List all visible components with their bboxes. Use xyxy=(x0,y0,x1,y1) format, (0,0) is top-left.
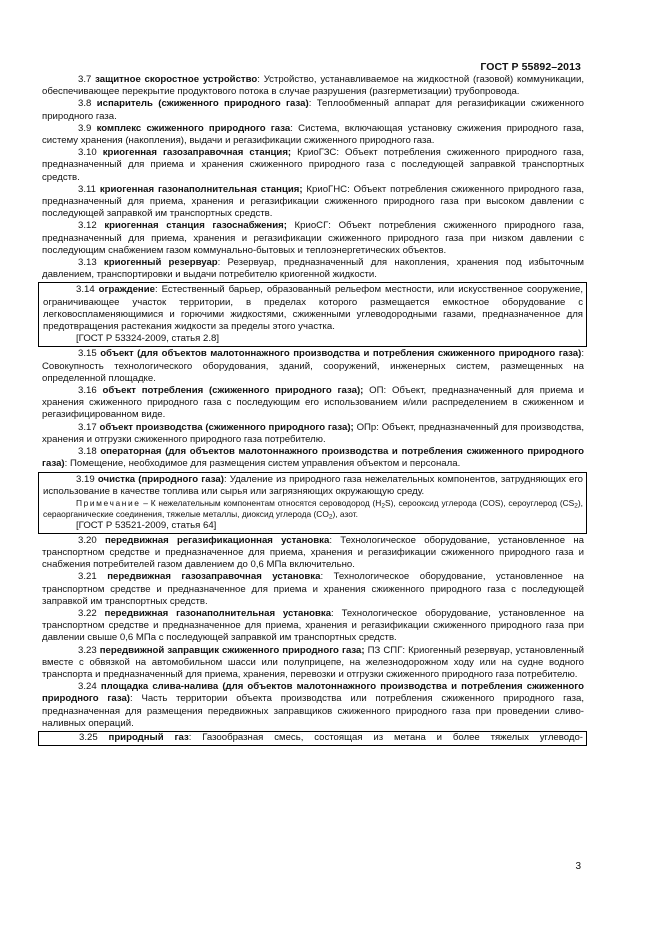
term-definition: Резервуар, предназначенный для накопления, хранения под избыточным давлением, транспортировки и выдачи потребителю криогенной жидкости. xyxy=(42,257,584,281)
term-number: 3.12 xyxy=(78,220,97,232)
term-title: защитное скоростное устройство xyxy=(95,74,258,85)
term-definition: Технологическое оборудование, установленное на транспортном средстве и предназначенное для приема, хранения и регазификации сжиженного природного газа при давлении свыше 0,6 МПа с последующей заправкой им транспортных средств. xyxy=(42,607,584,644)
term-3-19 xyxy=(43,474,583,498)
term-number: 3.20 xyxy=(78,534,97,546)
term-number: 3.24 xyxy=(78,681,97,693)
term-title: объект производства (сжиженного природного газа); xyxy=(99,421,354,433)
term-definition: Система, включающая установку сжижения природного газа, систему хранения (накопления), выдачи и регазификации сжиженного природного газа. xyxy=(42,122,584,147)
term-separator: : xyxy=(154,284,162,296)
term-title: испаритель (сжиженного природного газа) xyxy=(96,98,309,110)
term-3-14 xyxy=(43,284,583,333)
term-number: 3.25 xyxy=(79,731,98,743)
term-definition: Газообразная смесь, состоящая из метана и более тяжелых углеводо- xyxy=(202,731,583,743)
term-definition: КриоГНС: Объект потребления сжиженного природного газа, предназначенный для приема, хранения и регазификации сжиженного природного газа при высоком давлении с последующей заправкой им транспортных средств. xyxy=(42,183,584,220)
term-3-18 xyxy=(42,446,584,470)
term-3-22 xyxy=(42,608,584,645)
term-number: 3.16 xyxy=(78,385,97,397)
term-separator: : xyxy=(320,571,334,583)
boxed-term-3-25 xyxy=(38,731,587,746)
term-3-7 xyxy=(42,74,584,98)
term-title: объект потребления (сжиженного природного газа); xyxy=(102,385,364,397)
term-definition: Естественный барьер, образованный рельефом местности, или искусственное сооружение, ограничивающее участок территории, в пределах которого размещается емкостное оборудование с легковоспламеняющимися и горючими жидкостями, сжиженными углеводородными газами, предназначенное для предотвращения растекания жидкости за пределы этого участка. xyxy=(43,284,583,333)
term-3-12 xyxy=(42,220,584,257)
term-number: 3.21 xyxy=(78,571,97,583)
term-separator: : xyxy=(64,458,70,470)
term-3-21 xyxy=(42,571,584,608)
term-number: 3.15 xyxy=(78,348,97,360)
term-3-16 xyxy=(42,385,584,422)
term-title: криогенная газозаправочная станция; xyxy=(102,147,292,159)
term-title: площадка слива-налива (для объектов малотоннажного производства и потребления сжиженного природного газа) xyxy=(42,681,585,705)
term-separator: : xyxy=(130,693,142,705)
term-3-23 xyxy=(42,645,584,682)
note-label: Примечание xyxy=(76,497,141,508)
term-title: комплекс сжиженного природного газа xyxy=(96,122,291,134)
term-definition: КриоГЗС: Объект потребления сжиженного природного газа, предназначенный для приема и хранения сжиженного природного газа с последующей заправкой транспортных средств. xyxy=(42,147,584,183)
term-number: 3.7 xyxy=(78,74,92,85)
terms-list-1 xyxy=(42,74,584,281)
term-separator: : xyxy=(329,534,341,546)
term-definition: Помещение, необходимое для размещения систем управления объектом и персонала. xyxy=(69,458,461,470)
term-title: передвижной заправщик сжиженного природного газа; xyxy=(99,644,365,656)
term-definition: ПЗ СПГ: Криогенный резервуар, установленный вместе с обвязкой на автомобильном шасси или полуприцепе, на железнодорожном ходу или на судне водного транспорта и предназначенный для приема, хранения, перевозки и отгрузки сжиженного природного газа потребителю. xyxy=(42,644,584,680)
term-number: 3.17 xyxy=(78,421,97,433)
term-title: криогенный резервуар xyxy=(103,257,218,269)
terms-list-3 xyxy=(42,535,584,730)
term-title: операторная (для объектов малотоннажного производства и потребления сжиженного природного газа) xyxy=(42,446,584,470)
term-number: 3.19 xyxy=(76,473,95,485)
term-3-10 xyxy=(42,147,584,184)
term-number: 3.13 xyxy=(78,257,97,269)
term-separator: : xyxy=(257,74,264,85)
term-title: криогенная станция газоснабжения; xyxy=(104,220,287,232)
term-definition: ОП: Объект, предназначенный для приема и хранения сжиженного природного газа с последующим его использованием и/или распределением в сжиженном и регазифицированном виде. xyxy=(42,385,584,421)
term-3-17 xyxy=(42,422,584,446)
term-3-8 xyxy=(42,98,584,122)
term-number: 3.23 xyxy=(78,644,97,656)
term-3-13 xyxy=(42,257,584,281)
term-note: Примечание – К нежелательным компонентам относятся сероводород $(H_2S)$, сероокcид углерода (COS), сероуглерод $(CS_2)$, сераорганические соединения, тяжелые металлы, диоксид углерода $(CO_2)$, азот. xyxy=(43,497,583,521)
term-3-20 xyxy=(42,535,584,572)
term-definition: КриоСГ: Объект потребления сжиженного природного газа, предназначенный для приема, хранения и регазификации сжиженного природного газа при низком давлении с последующим снабжением газом коммунально-бытовых и теплоэнергетических объектов. xyxy=(42,220,585,256)
document-body xyxy=(42,74,584,746)
term-definition: Совокупность технологического оборудования, зданий, сооружений, инженерных систем, размещенных на определенной площадке. xyxy=(42,360,584,384)
term-reference: [ГОСТ Р 53521-2009, статья 64] xyxy=(76,519,217,531)
page-number: 3 xyxy=(575,861,581,872)
term-definition: ОПр: Объект, предназначенный для производства, хранения и отгрузки сжиженного природного газа потребителю. xyxy=(42,421,585,445)
term-separator: : xyxy=(223,473,230,485)
term-number: 3.14 xyxy=(76,284,95,296)
term-separator: : xyxy=(217,257,228,269)
boxed-term-3-14 xyxy=(38,282,587,347)
term-title: передвижная газонаполнительная установка xyxy=(104,607,332,619)
term-separator: : xyxy=(581,348,584,360)
term-number: 3.11 xyxy=(78,183,96,195)
term-title: ограждение xyxy=(98,284,155,296)
term-definition: Устройство, устанавливаемое на жидкостной (газовой) коммуникации, обеспечивающее перекрытие продуктового потока в случае разрушения (разгерметизации) трубопровода. xyxy=(42,74,584,98)
term-definition: Технологическое оборудование, установленное на транспортном средстве и предназначенное для приема, хранения и регазификации сжиженного природного газа и снабжения потребителей газом давлением до 0,6 МПа включительно. xyxy=(42,534,584,571)
term-title: криогенная газонаполнительная станция; xyxy=(99,183,303,195)
term-number: 3.18 xyxy=(78,446,97,458)
term-definition: Часть территории объекта производства или потребления сжиженного природного газа, предназначенная для размещения передвижных заправщиков сжиженного природного газа при проведении сливо-наливных операций. xyxy=(42,693,584,729)
term-title: передвижная газозаправочная установка xyxy=(107,571,321,583)
term-title: очистка (природного газа) xyxy=(97,473,224,485)
term-separator: : xyxy=(290,122,299,134)
term-3-9 xyxy=(42,123,584,147)
terms-list-2 xyxy=(42,348,584,470)
term-definition: Технологическое оборудование, установленное на транспортном средстве и предназначенное для приема и хранения сжиженного природного газа с последующей заправкой им транспортных средств. xyxy=(42,571,584,607)
term-separator: : xyxy=(188,731,203,743)
term-number: 3.8 xyxy=(78,98,92,110)
term-3-25 xyxy=(43,732,583,744)
term-number: 3.9 xyxy=(78,122,92,134)
term-separator: : xyxy=(308,98,317,110)
term-number: 3.10 xyxy=(78,147,97,159)
term-title: передвижная регазификационная установка xyxy=(104,534,330,546)
term-definition: Удаление из природного газа нежелательных компонентов, затрудняющих его использование в качестве топлива или сырья или загрязняющих окружающую среду. xyxy=(43,473,584,497)
term-3-11 xyxy=(42,184,584,221)
boxed-term-3-19 xyxy=(38,472,587,534)
term-title: объект (для объектов малотоннажного производства и потребления сжиженного природного газа) xyxy=(100,348,582,360)
term-3-24 xyxy=(42,681,584,730)
term-3-15 xyxy=(42,348,584,385)
term-title: природный газ xyxy=(108,731,189,743)
term-number: 3.22 xyxy=(78,607,97,619)
term-definition: Теплообменный аппарат для регазификации сжиженного природного газа. xyxy=(42,98,584,122)
term-reference: [ГОСТ Р 53324-2009, статья 2.8] xyxy=(76,333,219,345)
term-separator: : xyxy=(331,607,342,619)
term-separator xyxy=(287,220,295,231)
document-header: ГОСТ Р 55892–2013 xyxy=(480,61,581,73)
